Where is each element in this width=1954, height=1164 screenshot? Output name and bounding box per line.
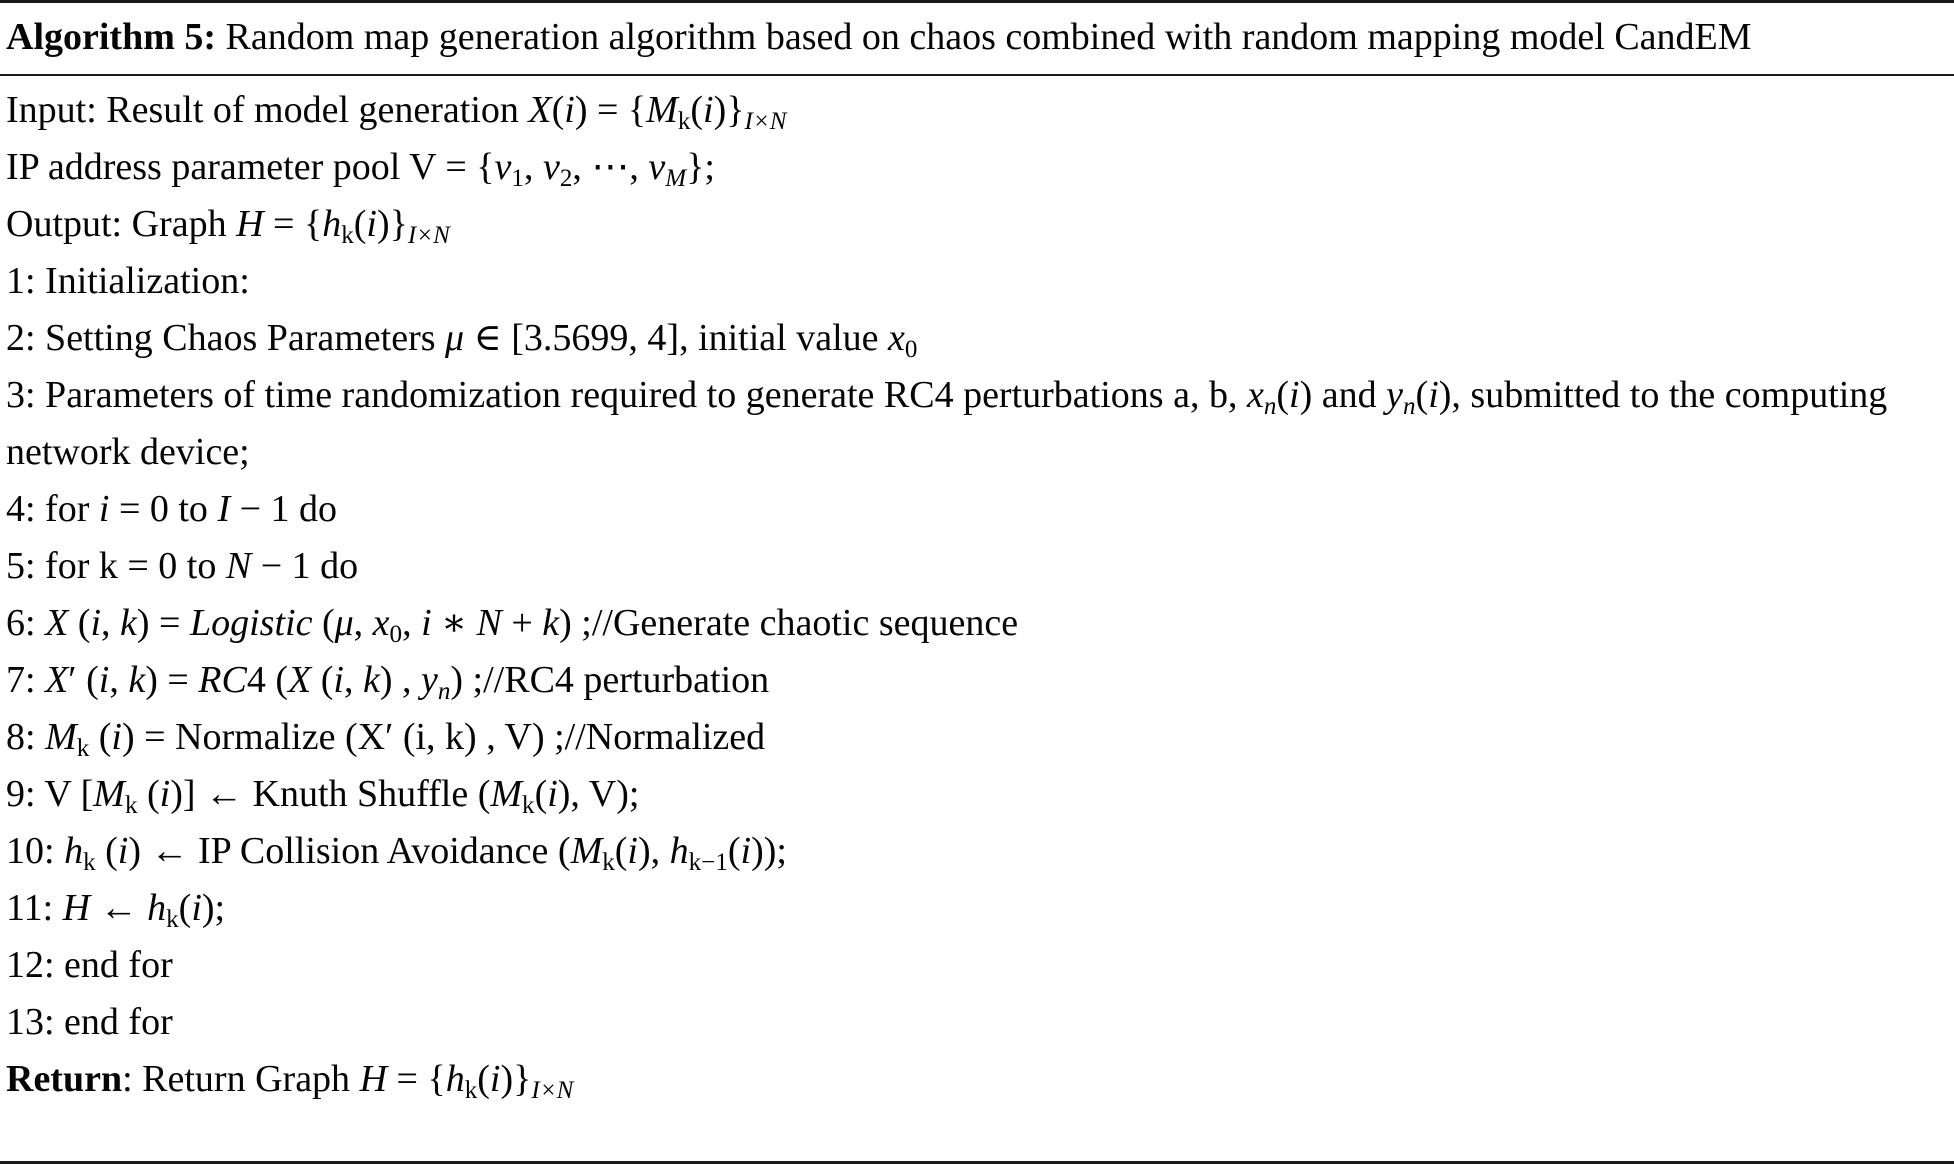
text-segment: H <box>236 203 264 245</box>
text-segment: I×N <box>531 1077 574 1105</box>
text-segment: ( <box>137 773 160 815</box>
algorithm-line <box>6 709 1946 766</box>
text-segment: ( <box>95 830 118 872</box>
text-segment: ( <box>614 830 628 872</box>
text-segment: ), submitted to the computing network device; <box>6 374 1888 473</box>
text-segment: ′ ( <box>68 659 99 701</box>
text-segment: 2 <box>559 165 573 193</box>
text-segment: M <box>570 830 603 872</box>
text-segment: i <box>98 488 110 530</box>
text-segment: − 1 do <box>230 488 338 530</box>
text-segment: X <box>45 659 69 701</box>
text-segment: ( <box>477 1058 490 1100</box>
text-segment: ) ← IP Collision Avoidance ( <box>128 830 571 872</box>
text-segment: k−1 <box>688 849 728 877</box>
text-segment: μ <box>334 602 354 644</box>
text-segment: k <box>362 659 380 701</box>
text-segment: v <box>648 146 666 188</box>
text-segment: 0 <box>904 336 918 364</box>
text-segment: 4 ( <box>246 659 288 701</box>
text-segment: i <box>421 602 432 644</box>
text-segment: I <box>217 488 231 530</box>
algorithm-lines <box>0 76 1954 1161</box>
text-segment: ( <box>534 773 548 815</box>
text-segment: ( <box>311 659 334 701</box>
text-segment: k <box>602 849 615 877</box>
algorithm-line <box>6 1051 1946 1108</box>
text-segment: I×N <box>744 108 787 136</box>
text-segment: i <box>547 773 558 815</box>
text-segment: i <box>1289 374 1300 416</box>
text-segment: = { <box>387 1058 446 1100</box>
text-segment: i <box>489 1058 501 1100</box>
text-segment: k <box>76 735 90 763</box>
algorithm-line <box>6 310 1946 367</box>
text-segment: RC <box>198 659 247 701</box>
algorithm-line <box>6 880 1946 937</box>
text-segment: 5: for k = 0 to <box>6 545 226 587</box>
text-segment: + <box>501 602 543 644</box>
text-segment: i <box>98 659 110 701</box>
text-segment: 3: Parameters of time randomization required to generate RC4 perturbations a, b, <box>6 374 1247 416</box>
text-segment: n <box>437 678 451 706</box>
text-segment: h <box>322 203 342 245</box>
text-segment: k <box>128 659 146 701</box>
text-segment: n <box>1263 393 1277 421</box>
text-segment: 2: Setting Chaos Parameters <box>6 317 446 359</box>
text-segment: ); <box>201 887 226 929</box>
text-segment: i <box>333 659 344 701</box>
text-segment: N <box>225 545 252 587</box>
text-segment: i <box>1428 374 1439 416</box>
text-segment: i <box>740 830 752 872</box>
algorithm-line <box>6 652 1946 709</box>
text-segment: 6: <box>6 602 46 644</box>
text-segment: M <box>93 773 125 815</box>
text-segment: 13: end for <box>6 1001 173 1043</box>
algorithm-line <box>6 994 1946 1051</box>
text-segment: − 1 do <box>251 545 359 587</box>
text-segment: i <box>564 89 575 131</box>
text-segment: k <box>166 906 179 934</box>
text-segment: ) , <box>379 659 421 701</box>
text-segment: }; <box>686 146 715 188</box>
text-segment: i <box>703 89 714 131</box>
text-segment: i <box>366 203 377 245</box>
text-segment: N <box>476 602 502 644</box>
text-segment: ) ;//RC4 perturbation <box>450 659 770 701</box>
text-segment: ( <box>690 89 704 131</box>
text-segment: ( <box>1276 374 1290 416</box>
text-segment: 1 <box>511 165 524 193</box>
text-segment: h <box>64 830 84 872</box>
algorithm-title <box>0 3 1954 76</box>
algorithm-line <box>6 937 1946 994</box>
text-segment: k <box>83 849 96 877</box>
text-segment: , ⋯, <box>572 146 649 188</box>
text-segment: 11: <box>6 887 63 929</box>
text-segment: M <box>45 716 77 758</box>
text-segment: X <box>528 89 552 131</box>
text-segment: ) = { <box>574 89 647 131</box>
text-segment: h <box>445 1058 465 1100</box>
text-segment: ) = <box>145 659 199 701</box>
text-segment: ∈ [3.5699, 4], initial value <box>464 317 889 359</box>
algorithm-line <box>6 253 1946 310</box>
text-segment: n <box>1402 393 1416 421</box>
text-segment: M <box>646 89 678 131</box>
text-segment: ( <box>727 830 741 872</box>
algorithm-line <box>6 595 1946 652</box>
text-segment: M <box>490 773 523 815</box>
text-segment: ) ;//Generate chaotic sequence <box>559 602 1019 644</box>
text-segment: k <box>542 602 560 644</box>
algorithm-line <box>6 82 1946 139</box>
text-segment: i <box>627 830 638 872</box>
text-segment: i <box>111 716 122 758</box>
text-segment: : Return Graph <box>122 1058 360 1100</box>
text-segment: ( <box>312 602 335 644</box>
text-segment: k <box>522 792 535 820</box>
text-segment: k <box>464 1077 478 1105</box>
text-segment: 8: <box>6 716 46 758</box>
text-segment: k <box>124 792 138 820</box>
text-segment: h <box>147 887 167 929</box>
text-segment: y <box>1386 374 1403 416</box>
text-segment: )] ← Knuth Shuffle ( <box>170 773 491 815</box>
text-segment: ← <box>90 887 148 929</box>
text-segment: x <box>888 317 905 359</box>
text-segment: 1: Initialization: <box>6 260 250 302</box>
text-segment: X <box>288 659 312 701</box>
text-segment: ) and <box>1299 374 1387 416</box>
text-segment: y <box>420 659 438 701</box>
text-segment: 0 <box>389 621 403 649</box>
text-segment: Input: Result of model generation <box>6 89 529 131</box>
text-segment: )} <box>500 1058 532 1100</box>
text-segment: , <box>101 602 120 644</box>
text-segment: M <box>665 165 687 193</box>
text-segment: = { <box>263 203 323 245</box>
text-segment: Return <box>6 1058 123 1100</box>
text-segment: Logistic <box>189 602 313 644</box>
text-segment: 9: V [ <box>6 773 94 815</box>
text-segment: ) = Normalize (X′ (i, k) , V) ;//Normalized <box>121 716 766 758</box>
algorithm-line <box>6 823 1946 880</box>
text-segment: h <box>669 830 689 872</box>
algorithm-line <box>6 766 1946 823</box>
text-segment: 10: <box>6 830 65 872</box>
text-segment: , <box>343 659 363 701</box>
text-segment: k <box>677 108 691 136</box>
text-segment: k <box>120 602 137 644</box>
text-segment: ( <box>68 602 91 644</box>
text-segment: H <box>62 887 91 929</box>
text-segment: 12: end for <box>6 944 173 986</box>
text-segment: X <box>45 602 69 644</box>
text-segment: ), V); <box>557 773 640 815</box>
text-segment: Random map generation algorithm based on chaos combined with random mapping model CandEM <box>216 16 1752 58</box>
text-segment: ) = <box>136 602 190 644</box>
algorithm-line <box>6 367 1946 481</box>
algorithm-line <box>6 196 1946 253</box>
algorithm-line <box>6 538 1946 595</box>
text-segment: μ <box>445 317 465 359</box>
text-segment: ∗ <box>431 602 477 644</box>
text-segment: Algorithm 5: <box>6 16 217 58</box>
text-segment: H <box>359 1058 388 1100</box>
text-segment: I×N <box>407 222 450 250</box>
text-segment: i <box>90 602 101 644</box>
text-segment: = 0 to <box>109 488 218 530</box>
algorithm-line <box>6 139 1946 196</box>
text-segment: ( <box>89 716 112 758</box>
text-segment: ), <box>637 830 670 872</box>
text-segment: Output: Graph <box>6 203 237 245</box>
text-segment: )} <box>376 203 408 245</box>
text-segment: i <box>159 773 171 815</box>
text-segment: , <box>402 602 422 644</box>
text-segment: k <box>341 222 354 250</box>
text-segment: v <box>542 146 560 188</box>
text-segment: x <box>1246 374 1264 416</box>
text-segment: i <box>191 887 202 929</box>
text-segment: x <box>372 602 390 644</box>
text-segment: )} <box>713 89 745 131</box>
text-segment: ( <box>178 887 192 929</box>
text-segment: ( <box>551 89 565 131</box>
text-segment: IP address parameter pool V = { <box>6 146 495 188</box>
text-segment: ( <box>353 203 367 245</box>
text-segment: )); <box>751 830 787 872</box>
text-segment: , <box>109 659 129 701</box>
algorithm-line <box>6 481 1946 538</box>
text-segment: 7: <box>6 659 46 701</box>
text-segment: ( <box>1415 374 1429 416</box>
text-segment: , <box>353 602 373 644</box>
text-segment: , <box>523 146 543 188</box>
text-segment: i <box>117 830 129 872</box>
text-segment: 4: for <box>6 488 99 530</box>
text-segment: v <box>494 146 512 188</box>
